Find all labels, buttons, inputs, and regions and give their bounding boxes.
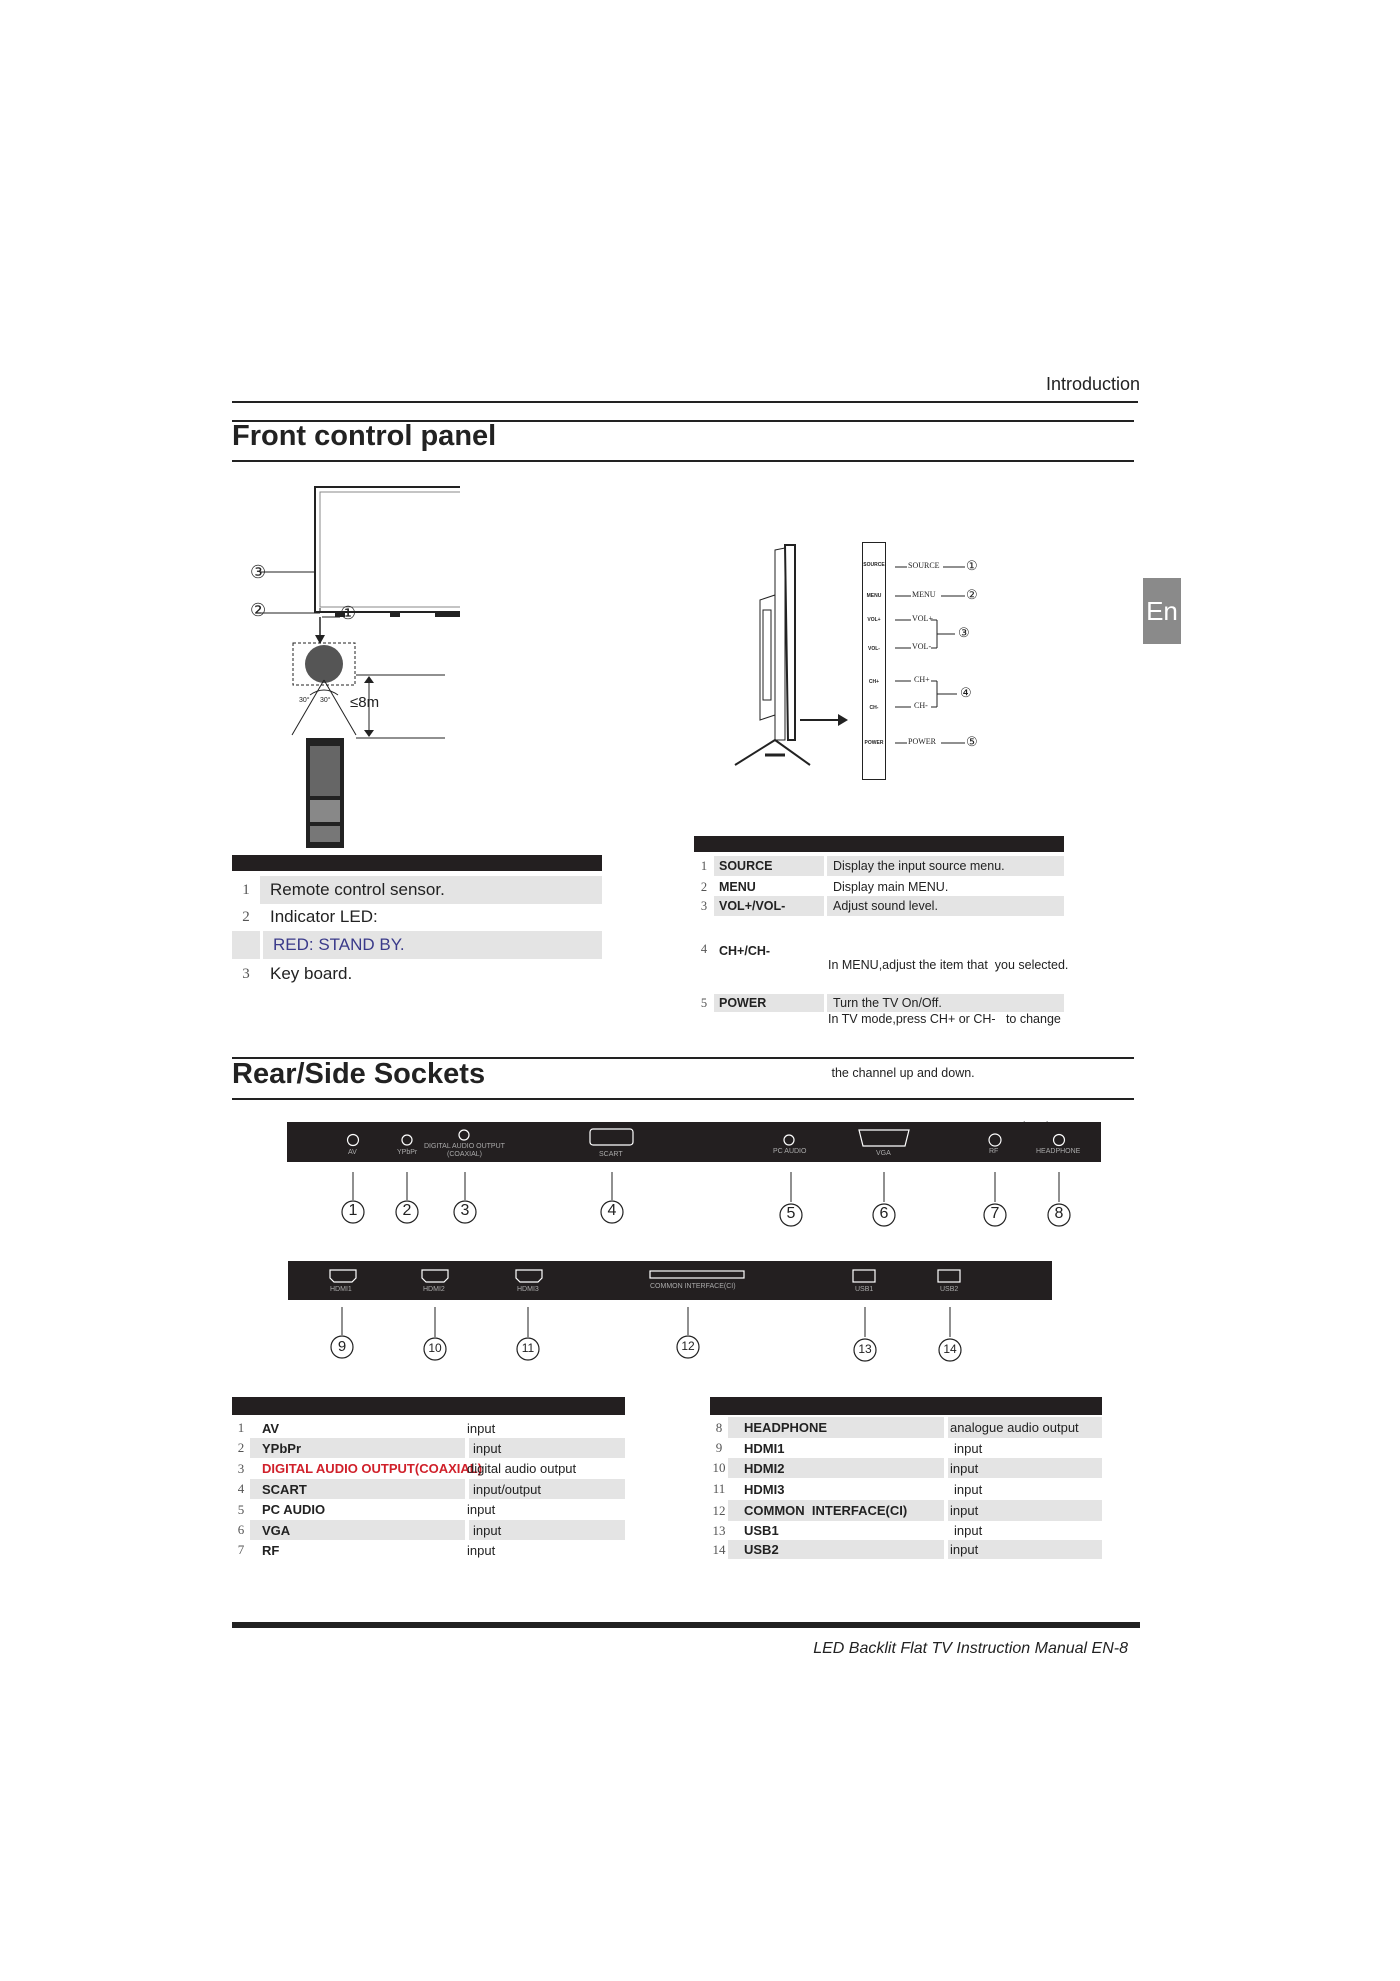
footer-text: LED Backlit Flat TV Instruction Manual EN-8 [813, 1640, 1128, 1657]
row-type: analogue audio output [948, 1417, 1102, 1438]
coaxial-jack [459, 1130, 469, 1140]
side-tv-diagram [730, 540, 920, 780]
row-key: CH+/CH- [719, 944, 771, 958]
row-number: 4 [700, 942, 708, 956]
hdmi1-port [330, 1270, 356, 1282]
usb1-port [853, 1270, 875, 1282]
key-source: SOURCE [863, 562, 885, 568]
table-row [232, 1458, 625, 1479]
rear-left-table [232, 1418, 625, 1560]
key-ch-down: CH- [869, 705, 879, 711]
table-row [710, 1500, 1102, 1521]
socket-callout-10: 10 [428, 1341, 442, 1355]
side-callout-4: ④ [960, 685, 972, 700]
front-tv-diagram [240, 480, 460, 860]
row-type: input [948, 1500, 1102, 1521]
section-header: Introduction [1045, 374, 1140, 394]
row-type: input [467, 1420, 496, 1436]
callout-3: ③ [250, 562, 267, 582]
table-row [232, 904, 602, 930]
socket-label-usb1: USB1 [855, 1286, 874, 1293]
rear-right-table-header [710, 1397, 1102, 1415]
tv-front-outline [315, 487, 460, 612]
sensor-icon [305, 645, 343, 683]
row-text: Remote control sensor. [260, 876, 602, 904]
label-ch-down: CH- [914, 701, 928, 710]
rear-right-table [710, 1417, 1102, 1559]
row-desc: Adjust sound level. [827, 896, 1064, 916]
row-name: USB2 [728, 1540, 944, 1559]
socket-label-av: AV [348, 1149, 357, 1156]
table-row [694, 877, 1064, 897]
socket-callout-11: 11 [521, 1341, 535, 1355]
label-ch-up: CH+ [914, 675, 930, 684]
row-type: input [469, 1520, 625, 1540]
usb2-port [938, 1270, 960, 1282]
side-callout-5: ⑤ [966, 734, 978, 749]
header-rule [232, 401, 1138, 403]
distance-label: ≤8m [350, 694, 380, 711]
label-vol-down: VOL- [912, 642, 932, 651]
table-row [710, 1458, 1102, 1478]
row-number: 5 [700, 995, 708, 1010]
row-text: Key board. [270, 964, 353, 983]
socket-label-coaxial: (COAXIAL) [447, 1151, 483, 1158]
row-name: HDMI1 [744, 1440, 785, 1456]
av-jack [348, 1135, 359, 1146]
row-type: input [948, 1458, 1102, 1478]
row-desc: Display main MENU. [833, 880, 949, 894]
table-row [232, 931, 602, 959]
key-power: POWER [864, 740, 884, 746]
row-number: 12 [712, 1502, 726, 1518]
row-name: HEADPHONE [728, 1417, 944, 1438]
scart-port [590, 1129, 633, 1145]
socket-label-vga: VGA [876, 1150, 891, 1157]
row-number: 2 [700, 879, 708, 894]
socket-callout-5: 5 [786, 1205, 796, 1222]
key-ch-up: CH+ [868, 679, 880, 685]
side-callout-3: ③ [958, 625, 970, 640]
label-vol-up: VOL+ [912, 614, 933, 623]
socket-callout-14: 14 [943, 1342, 957, 1356]
row-name: COMMON INTERFACE(CI) [728, 1500, 944, 1521]
socket-label-hdmi3: HDMI3 [517, 1286, 539, 1293]
socket-label-rf: RF [989, 1148, 999, 1155]
label-source: SOURCE [908, 561, 940, 570]
desc-line: the channel up and down. [828, 1066, 975, 1080]
socket-label-hdmi1: HDMI1 [330, 1286, 352, 1293]
row-number: 7 [237, 1542, 245, 1557]
row-number: 1 [700, 858, 708, 873]
row-key: POWER [714, 994, 824, 1012]
ci-slot [650, 1271, 744, 1278]
socket-callout-7: 7 [990, 1205, 1000, 1222]
table-row [710, 1417, 1102, 1438]
row-number: 2 [242, 908, 250, 925]
row-type: input [467, 1502, 496, 1517]
row-type: input [954, 1523, 983, 1538]
table-row [232, 876, 602, 904]
hdmi2-port [422, 1270, 448, 1282]
socket-callout-8: 8 [1054, 1205, 1064, 1222]
table-row [232, 1520, 625, 1540]
label-menu: MENU [912, 590, 936, 599]
row-type: input [948, 1540, 1102, 1559]
row-text: RED: STAND BY. [263, 931, 602, 959]
angle-left: 30° [299, 697, 310, 704]
table-row [694, 856, 1064, 876]
row-number [232, 931, 260, 959]
hdmi3-port [516, 1270, 542, 1282]
headphone-jack [1054, 1135, 1065, 1146]
socket-label-scart: SCART [599, 1151, 623, 1158]
side-callout-2: ② [966, 587, 978, 602]
row-name: RF [262, 1542, 280, 1558]
row-number: 3 [237, 1460, 245, 1476]
row-name: DIGITAL AUDIO OUTPUT(COAXIAL) [262, 1461, 483, 1476]
row-key: SOURCE [714, 856, 824, 876]
socket-callout-1: 1 [348, 1202, 358, 1219]
table-row [232, 1418, 625, 1438]
rear-panel-2-connectors [288, 1261, 1052, 1300]
rear-sockets-title: Rear/Side Sockets [232, 1058, 486, 1090]
row-key: VOL+/VOL- [714, 896, 824, 916]
row-type: input/output [469, 1479, 625, 1499]
table-row [232, 1499, 625, 1520]
row-type: digital audio output [467, 1461, 577, 1476]
row-name: HDMI3 [744, 1481, 785, 1497]
row-number: 5 [237, 1501, 245, 1517]
side-callout-1: ① [966, 558, 978, 573]
ypbpr-jack [402, 1135, 412, 1145]
table-row [232, 1438, 625, 1458]
vga-port [859, 1130, 909, 1146]
row-type: input [469, 1438, 625, 1458]
row-type: input [954, 1440, 983, 1456]
table-row [710, 1438, 1102, 1458]
row-name: HDMI2 [728, 1458, 944, 1478]
rear-left-table-header [232, 1397, 625, 1415]
socket-label-digital-audio: DIGITAL AUDIO OUTPUT [424, 1143, 505, 1150]
table-row [710, 1521, 1102, 1540]
table-row [710, 1478, 1102, 1500]
desc-line: In MENU,adjust the item that you selected. [828, 958, 1069, 972]
socket-callout-2: 2 [402, 1202, 412, 1219]
front-left-table-header [232, 855, 602, 871]
row-desc: Turn the TV On/Off. [827, 994, 1064, 1012]
row-number: 3 [700, 898, 708, 913]
row-number: 1 [237, 1420, 245, 1435]
callout-1: ① [340, 603, 357, 623]
socket-label-headphone: HEADPHONE [1036, 1148, 1081, 1155]
row-number: 6 [237, 1522, 245, 1537]
socket-callout-9: 9 [337, 1338, 347, 1355]
row-number: 13 [712, 1522, 726, 1538]
rf-jack [989, 1134, 1001, 1146]
table-row [232, 961, 602, 987]
label-power: POWER [908, 737, 936, 746]
row-text: Indicator LED: [270, 907, 378, 926]
row-type: input [954, 1481, 983, 1497]
row-name: VGA [250, 1520, 465, 1540]
key-vol-up: VOL+ [867, 617, 881, 623]
row-key: MENU [719, 880, 756, 894]
title-rule-bottom [232, 1098, 1134, 1100]
socket-label-hdmi2: HDMI2 [423, 1286, 445, 1293]
row-number: 1 [242, 881, 250, 898]
front-panel-title: Front control panel [232, 420, 497, 452]
row-number: 10 [712, 1460, 726, 1475]
side-panel-leaders [895, 550, 1005, 760]
language-tab: En [1143, 578, 1181, 644]
row-number: 2 [237, 1440, 245, 1455]
row-type: input [467, 1542, 496, 1558]
row-number: 8 [715, 1419, 723, 1435]
key-vol-down: VOL- [868, 646, 880, 652]
socket-callout-4: 4 [607, 1202, 617, 1219]
front-right-table-header [694, 836, 1064, 852]
socket-callout-12: 12 [681, 1339, 695, 1353]
callout-2: ② [250, 600, 267, 620]
angle-right: 30° [320, 697, 331, 704]
row-name: SCART [250, 1479, 465, 1499]
socket-label-ci: COMMON INTERFACE(CI) [650, 1283, 736, 1290]
socket-label-ypbpr: YPbPr [397, 1149, 418, 1156]
row-number: 3 [242, 965, 250, 982]
socket-callout-6: 6 [879, 1205, 889, 1222]
row-number: 14 [712, 1541, 726, 1557]
table-row [694, 896, 1064, 916]
rear-panel-1-connectors [287, 1122, 1101, 1162]
row-name: AV [262, 1420, 280, 1436]
desc-line: In TV mode,press CH+ or CH- to change [828, 1012, 1061, 1026]
table-row [232, 1479, 625, 1499]
tv-front-screen [320, 492, 460, 607]
socket-label-pc-audio: PC AUDIO [773, 1148, 807, 1155]
title-rule-bottom [232, 460, 1134, 462]
table-row [710, 1540, 1102, 1559]
key-menu: MENU [866, 593, 882, 599]
row-number: 9 [715, 1440, 723, 1455]
table-row [694, 994, 1064, 1012]
socket-callout-13: 13 [858, 1342, 872, 1356]
row-number: 4 [237, 1481, 245, 1496]
row-name: USB1 [744, 1523, 779, 1538]
pc-audio-jack [784, 1135, 794, 1145]
row-number: 11 [712, 1481, 726, 1496]
socket-callout-3: 3 [460, 1202, 470, 1219]
rear-panel-2-leaders [288, 1305, 1052, 1375]
row-desc: Display the input source menu. [827, 856, 1064, 876]
socket-label-usb2: USB2 [940, 1286, 959, 1293]
row-name: YPbPr [250, 1438, 465, 1458]
table-row [232, 1540, 625, 1560]
footer-rule [232, 1622, 1140, 1628]
row-name: PC AUDIO [262, 1502, 326, 1517]
